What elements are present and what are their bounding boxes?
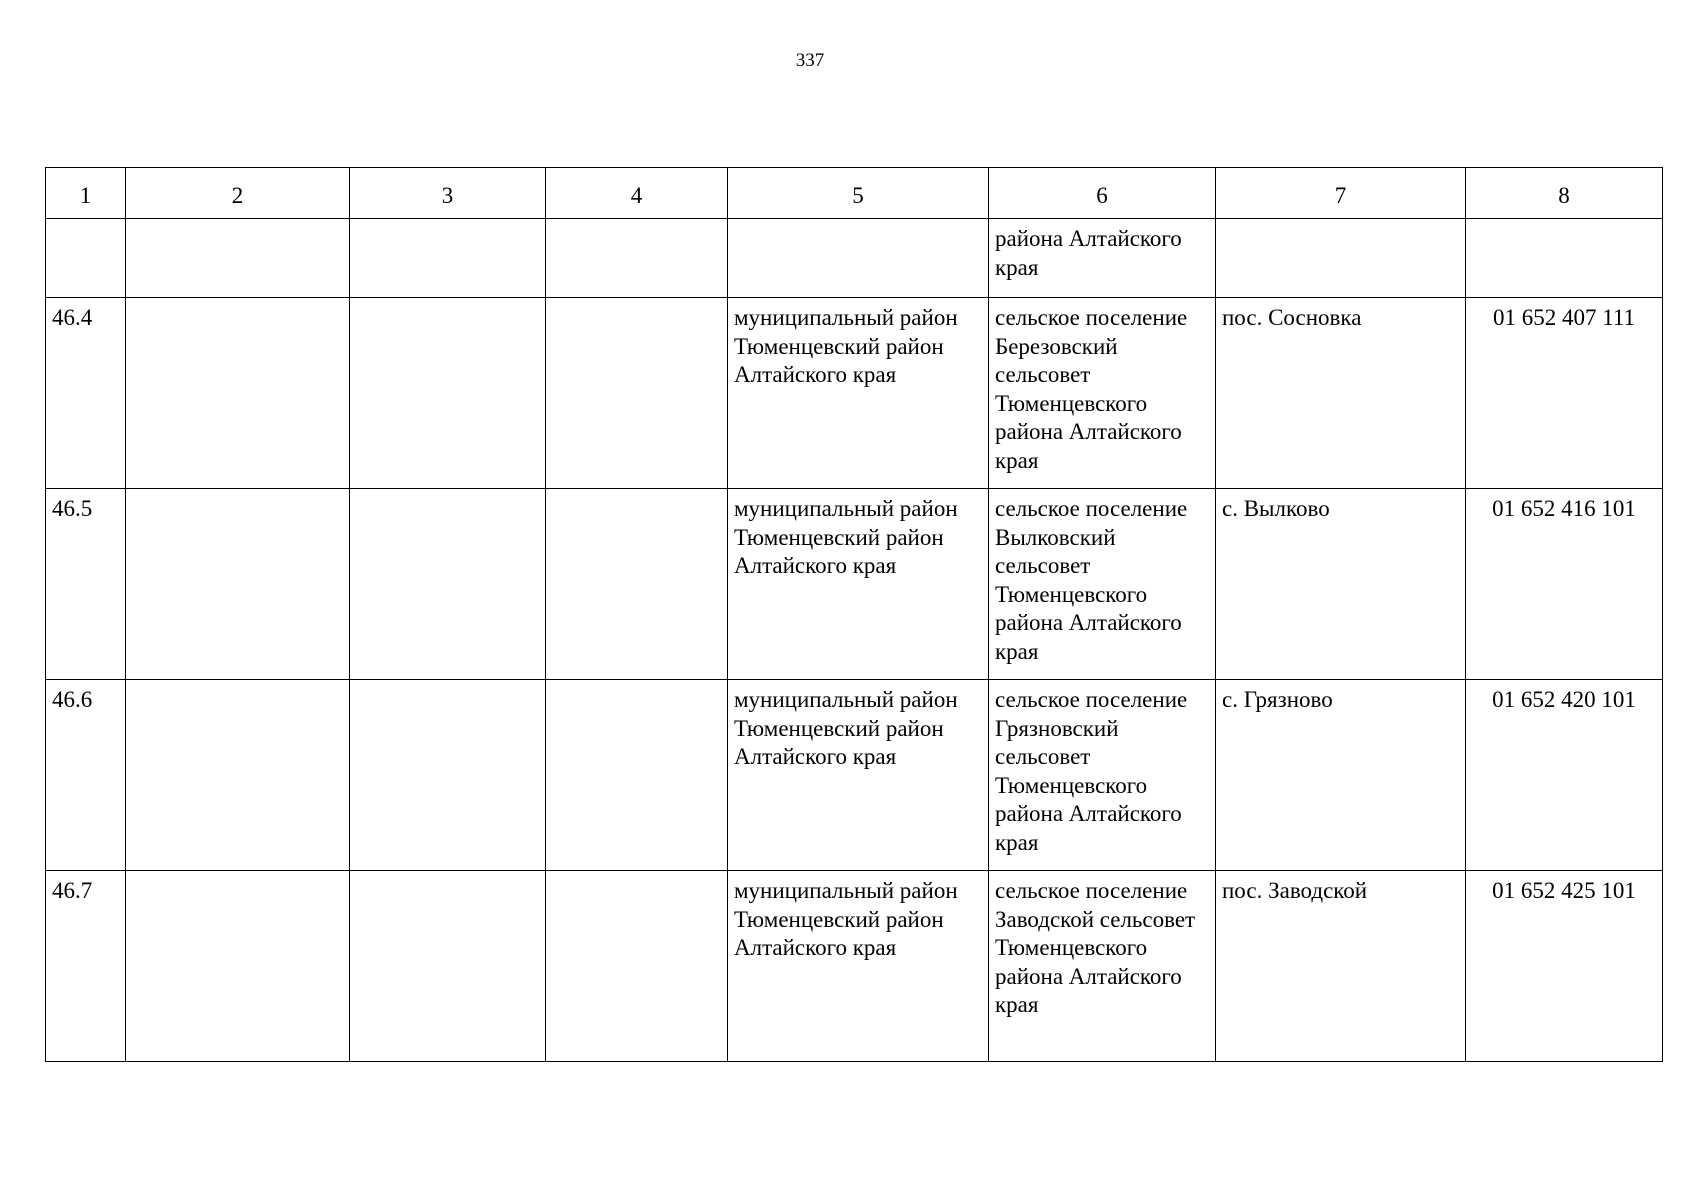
cell-col3 — [350, 871, 546, 1062]
cell-number — [46, 219, 126, 298]
table-row — [46, 871, 1663, 1062]
table-row — [46, 489, 1663, 680]
cell-locality: с. Грязново — [1216, 680, 1466, 871]
cell-settlement: сельское поселение Заводской сельсовет Тюменцевского района Алтайского края — [989, 871, 1216, 1062]
cell-settlement: района Алтайского края — [989, 219, 1216, 298]
cell-number: 46.5 — [46, 489, 126, 680]
cell-locality: пос. Сосновка — [1216, 298, 1466, 489]
cell-district — [728, 219, 989, 298]
cell-number: 46.4 — [46, 298, 126, 489]
table-header-row — [46, 168, 1663, 219]
cell-col3 — [350, 489, 546, 680]
cell-col4 — [546, 489, 728, 680]
cell-settlement: сельское поселение Вылковский сельсовет Тюменцевского района Алтайского края — [989, 489, 1216, 680]
table-row-continued — [46, 219, 1663, 298]
cell-col4 — [546, 298, 728, 489]
column-header: 8 — [1466, 168, 1663, 219]
cell-code: 01 652 407 111 — [1466, 298, 1663, 489]
cell-col4 — [546, 680, 728, 871]
cell-locality: с. Вылково — [1216, 489, 1466, 680]
cell-col3 — [350, 680, 546, 871]
column-header: 2 — [126, 168, 350, 219]
cell-col2 — [126, 871, 350, 1062]
cell-col3 — [350, 219, 546, 298]
cell-col2 — [126, 680, 350, 871]
column-header: 4 — [546, 168, 728, 219]
cell-col3 — [350, 298, 546, 489]
column-header: 1 — [46, 168, 126, 219]
cell-settlement: сельское поселение Березовский сельсовет Тюменцевского района Алтайского края — [989, 298, 1216, 489]
cell-number: 46.7 — [46, 871, 126, 1062]
cell-district: муниципальный район Тюменцевский район Алтайского края — [728, 489, 989, 680]
cell-col4 — [546, 219, 728, 298]
cell-col4 — [546, 871, 728, 1062]
cell-district: муниципальный район Тюменцевский район Алтайского края — [728, 298, 989, 489]
table-row — [46, 680, 1663, 871]
cell-col2 — [126, 298, 350, 489]
cell-settlement: сельское поселение Грязновский сельсовет Тюменцевского района Алтайского края — [989, 680, 1216, 871]
cell-code — [1466, 219, 1663, 298]
column-header: 7 — [1216, 168, 1466, 219]
page-number: 337 — [795, 50, 825, 71]
cell-district: муниципальный район Тюменцевский район Алтайского края — [728, 680, 989, 871]
cell-district: муниципальный район Тюменцевский район Алтайского края — [728, 871, 989, 1062]
column-header: 5 — [728, 168, 989, 219]
cell-code: 01 652 416 101 — [1466, 489, 1663, 680]
table-row — [46, 298, 1663, 489]
cell-col2 — [126, 489, 350, 680]
cell-number: 46.6 — [46, 680, 126, 871]
cell-locality — [1216, 219, 1466, 298]
settlements-table — [45, 167, 1663, 1062]
cell-code: 01 652 425 101 — [1466, 871, 1663, 1062]
column-header: 6 — [989, 168, 1216, 219]
column-header: 3 — [350, 168, 546, 219]
cell-col2 — [126, 219, 350, 298]
cell-code: 01 652 420 101 — [1466, 680, 1663, 871]
cell-locality: пос. Заводской — [1216, 871, 1466, 1062]
